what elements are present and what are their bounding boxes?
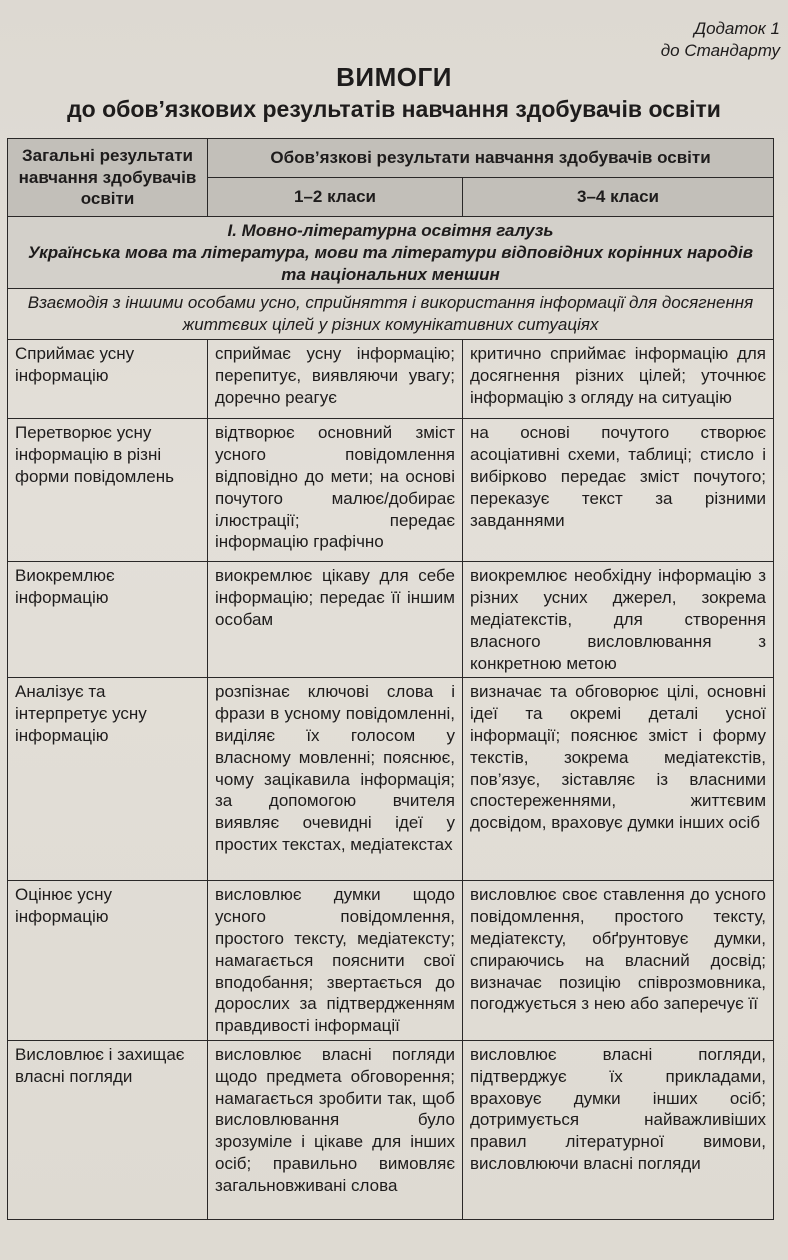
grades-1-2-cell: сприймає усну інформацію; перепитує, виявляючи увагу; доречно реагує [208,340,463,419]
table-header-row [8,139,774,178]
subsection-row [8,289,774,340]
grades-3-4-cell: визначає та обговорює цілі, основні ідеї та окремі деталі усної інформації; пояснює зміст і форму текстів, зокрема медіатекстів, пов’язує, зіставляє із власними спостереженнями, життєвим досвідом, враховує думки інших осіб [463,678,774,881]
table-row [8,340,774,419]
appendix-note [661,18,780,62]
table-row [8,419,774,562]
subsection-heading: Взаємодія з іншими особами усно, сприйняття і використання інформації для досягнення життєвих цілей у різних комунікативних ситуаціях [8,289,774,340]
general-result-cell: Оцінює усну інформацію [8,881,208,1041]
grades-3-4-cell: на основі почутого створює асоціативні схеми, таблиці; стисло і вибірково передає зміст почутого; переказує текст за різними завданнями [463,419,774,562]
grades-1-2-cell: виокремлює цікаву для себе інформацію; передає її іншим особам [208,562,463,678]
grades-1-2-cell: відтворює основний зміст усного повідомлення відповідно до мети; на основі почутого малює/добирає ілюстрації; передає інформацію графічно [208,419,463,562]
table-row [8,678,774,881]
header-general-results: Загальні результати навчання здобувачів освіти [8,139,208,217]
table-row [8,1040,774,1219]
grades-3-4-cell: висловлює своє ставлення до усного повідомлення, простого тексту, медіатексту, обґрунтовує думки, спираючись на власний досвід; визначає позицію співрозмовника, погоджується з нею або заперечує її [463,881,774,1041]
requirements-table [7,138,774,1220]
general-result-cell: Перетворює усну інформацію в різні форми повідомлень [8,419,208,562]
header-grades-3-4: 3–4 класи [463,178,774,217]
grades-3-4-cell: виокремлює необхідну інформацію з різних усних джерел, зокрема медіатекстів, для створення власного висловлювання з конкретною метою [463,562,774,678]
general-result-cell: Виокремлює інформацію [8,562,208,678]
section-title: І. Мовно-літературна освітня галузь [227,221,554,240]
grades-3-4-cell: висловлює власні погляди, підтверджує їх прикладами, враховує думки інших осіб; дотримується найважливіших правил літературної вимови, висловлюючи власні погляди [463,1040,774,1219]
section-heading [8,217,774,289]
table-row [8,881,774,1041]
section-row [8,217,774,289]
table-row [8,562,774,678]
general-result-cell: Сприймає усну інформацію [8,340,208,419]
grades-3-4-cell: критично сприймає інформацію для досягнення різних цілей; уточнює інформацію з огляду на ситуацію [463,340,774,419]
grades-1-2-cell: висловлює думки щодо усного повідомлення, простого тексту, медіатексту; намагається пояснити свої вподобання; звертається до дорослих за підтвердженням правдивості інформації [208,881,463,1041]
appendix-line-1: Додаток 1 [694,19,780,38]
grades-1-2-cell: висловлює власні погляди щодо предмета обговорення; намагається зробити так, щоб висловлювання було зрозуміле і цікаве для інших осіб; правильно вимовляє загальновживані слова [208,1040,463,1219]
header-mandatory-results: Обов’язкові результати навчання здобувачів освіти [208,139,774,178]
general-result-cell: Висловлює і захищає власні погляди [8,1040,208,1219]
appendix-line-2: до Стандарту [660,41,780,60]
general-result-cell: Аналізує та інтерпретує усну інформацію [8,678,208,881]
section-subtitle: Українська мова та література, мови та літератури відповідних корінних народів та національних меншин [27,242,754,284]
header-grades-1-2: 1–2 класи [208,178,463,217]
grades-1-2-cell: розпізнає ключові слова і фрази в усному повідомленні, виділяє їх голосом у власному мовленні; пояснює, чому зацікавила інформація; за допомогою вчителя виявляє очевидні ідеї у простих текстах, медіатекстах [208,678,463,881]
document-title: ВИМОГИ [336,62,452,92]
document-subtitle: до обов’язкових результатів навчання здобувачів освіти [67,96,721,122]
